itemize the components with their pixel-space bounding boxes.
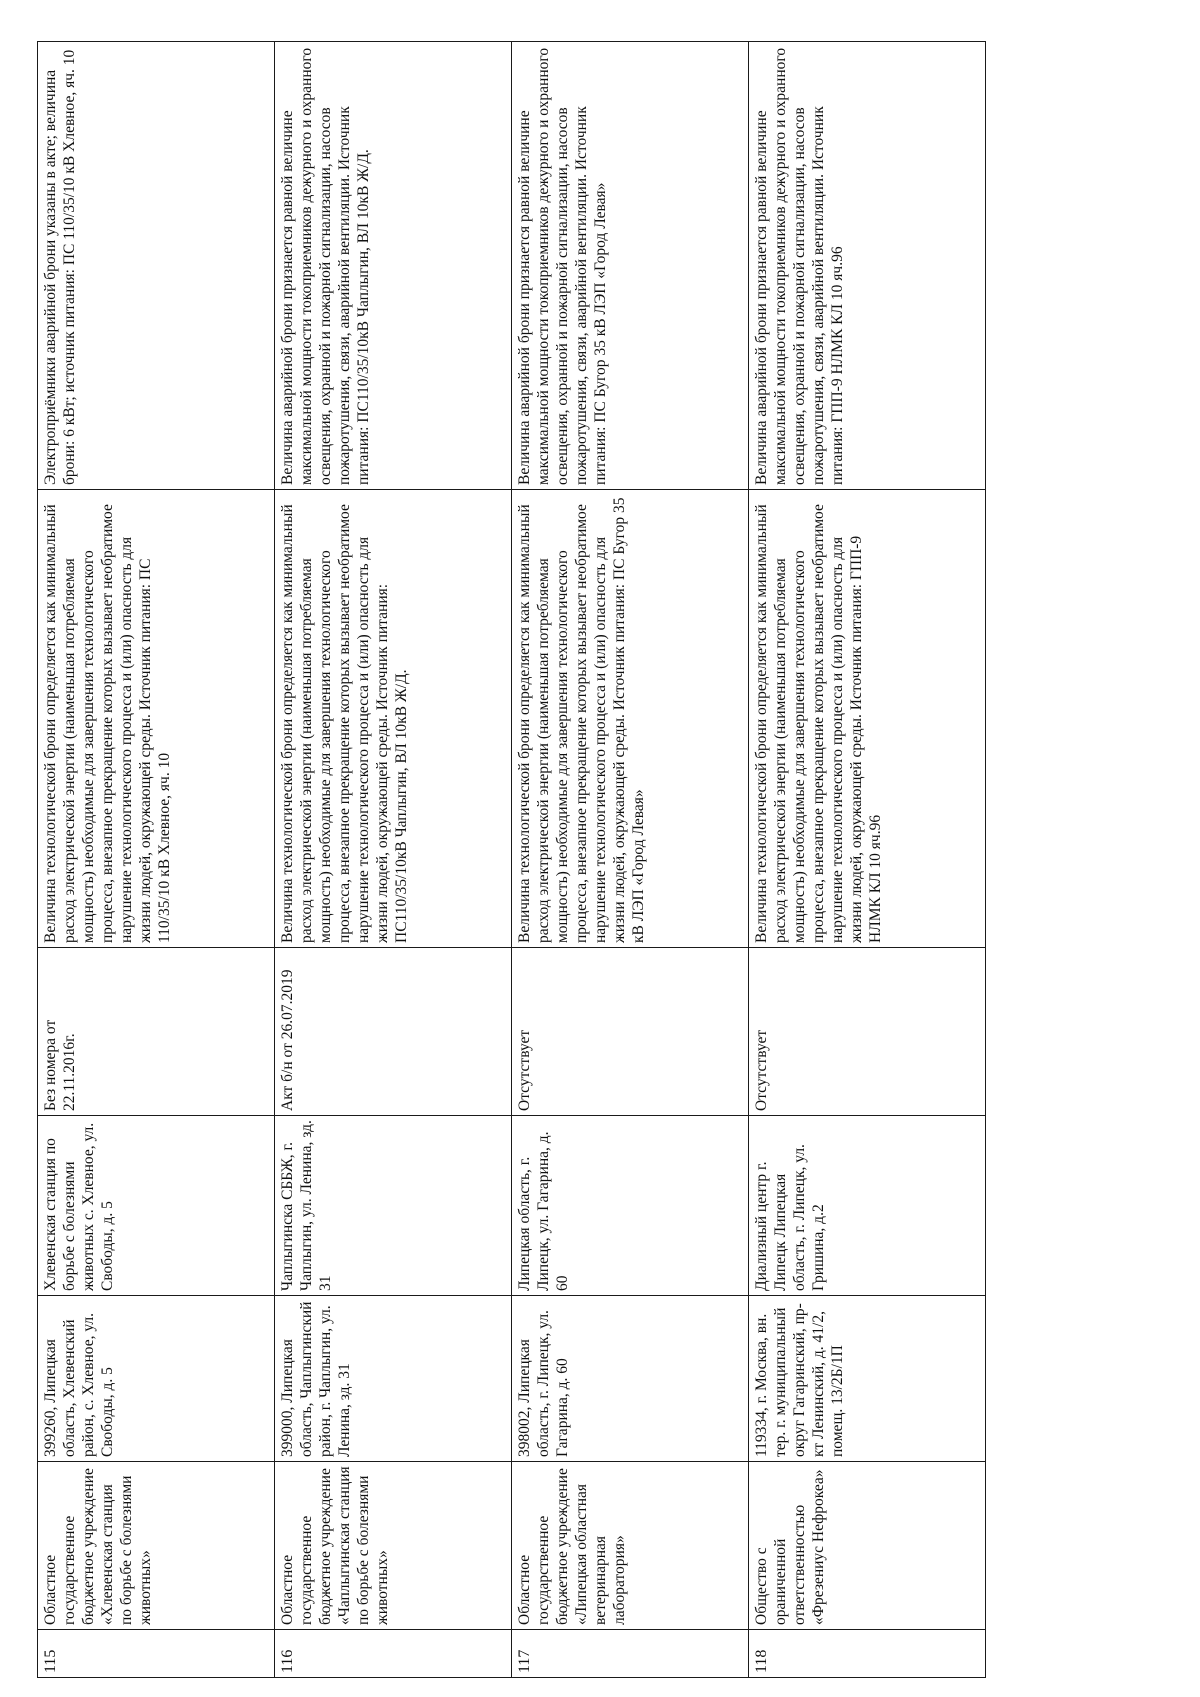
act-reference: Без номера от 22.11.2016г.	[38, 948, 275, 1116]
legal-address: 399000, Липецкая область, Чаплыгинский район, г. Чаплыгин, ул. Ленина, зд. 31	[275, 1296, 512, 1462]
organization-name: Областное государственное бюджетное учреждение «Липецкая областная ветеринарная лаборатория»	[512, 1462, 749, 1630]
object-location: Чаплыгинска СББЖ, г. Чаплыгин, ул. Ленина, зд. 31	[275, 1116, 512, 1296]
object-location: Липецкая область, г. Липецк, ул. Гагарина, д. 60	[512, 1116, 749, 1296]
emergency-reserve: Величина аварийной брони признается равной величине максимальной мощности токоприемников дежурного и охранного освещения, охранной и пожарной сигнализации, насосов пожаротушения, связи, аварийной вентиляции. Источник питания: ГПП-9 НЛМК КЛ 10 яч.96	[749, 42, 986, 490]
emergency-reserve: Величина аварийной брони признается равной величине максимальной мощности токоприемников дежурного и охранного освещения, охранной и пожарной сигнализации, насосов пожаротушения, связи, аварийной вентиляции. Источник питания: ПС110/35/10кВ Чаплыгин, ВЛ 10кВ Ж/Д.	[275, 42, 512, 490]
object-location: Диализный центр г. Липецк Липецкая область, г. Липецк, ул. Гришина, д.2	[749, 1116, 986, 1296]
row-number: 115	[38, 1630, 275, 1678]
object-location: Хлевенская станция по борьбе с болезнями животных с. Хлевное, ул. Свободы, д. 5	[38, 1116, 275, 1296]
row-number: 117	[512, 1630, 749, 1678]
emergency-reserve: Величина аварийной брони признается равной величине максимальной мощности токоприемников дежурного и охранного освещения, охранной и пожарной сигнализации, насосов пожаротушения, связи, аварийной вентиляции. Источник питания: ПС Бугор 35 кВ ЛЭП «Город Левая»	[512, 42, 749, 490]
act-reference: Акт б/н от 26.07.2019	[275, 948, 512, 1116]
act-reference: Отсутствует	[749, 948, 986, 1116]
technological-reserve: Величина технологической брони определяется как минимальный расход электрической энергии (наименьшая потребляемая мощность) необходимые для завершения технологического процесса, внезапное прекращение которых вызывает необратимое нарушение технологического процесса и (или) опасность для жизни людей, окружающей среды. Источник питания: ПС 110/35/10 кВ Хлевное, яч. 10	[38, 490, 275, 948]
legal-address: 399260, Липецкая область, Хлевенский район, с. Хлевное, ул. Свободы, д. 5	[38, 1296, 275, 1462]
technological-reserve: Величина технологической брони определяется как минимальный расход электрической энергии (наименьшая потребляемая мощность) необходимые для завершения технологического процесса, внезапное прекращение которых вызывает необратимое нарушение технологического процесса и (или) опасность для жизни людей, окружающей среды. Источник питания: ПС110/35/10кВ Чаплыгин, ВЛ 10кВ Ж/Д.	[275, 490, 512, 948]
table-row	[275, 42, 512, 1678]
technological-reserve: Величина технологической брони определяется как минимальный расход электрической энергии (наименьшая потребляемая мощность) необходимые для завершения технологического процесса, внезапное прекращение которых вызывает необратимое нарушение технологического процесса и (или) опасность для жизни людей, окружающей среды. Источник питания: ГПП-9 НЛМК КЛ 10 яч.96	[749, 490, 986, 948]
emergency-reserve-table	[37, 41, 986, 1678]
act-reference: Отсутствует	[512, 948, 749, 1116]
table-row	[512, 42, 749, 1678]
organization-name: Областное государственное бюджетное учреждение «Хлевенская станция по борьбе с болезнями животных»	[38, 1462, 275, 1630]
table-row	[38, 42, 275, 1678]
row-number: 116	[275, 1630, 512, 1678]
rotated-table-container	[37, 42, 985, 1678]
row-number: 118	[749, 1630, 986, 1678]
organization-name: Общество с ораниченной ответственностью «Фрезениус Нефрокеа»	[749, 1462, 986, 1630]
legal-address: 119334, г. Москва, вн. тер. г. муниципальный округ Гагаринский, пр-кт Ленинский, д. 41/2, помещ. 13/2Б/1П	[749, 1296, 986, 1462]
table-row	[749, 42, 986, 1678]
technological-reserve: Величина технологической брони определяется как минимальный расход электрической энергии (наименьшая потребляемая мощность) необходимые для завершения технологического процесса, внезапное прекращение которых вызывает необратимое нарушение технологического процесса и (или) опасность для жизни людей, окружающей среды. Источник питания: ПС Бугор 35 кВ ЛЭП «Город Левая»	[512, 490, 749, 948]
emergency-reserve: Электроприёмники аварийной брони указаны в акте; величина брони: 6 кВт; источник питания: ПС 110/35/10 кВ Хлевное, яч. 10	[38, 42, 275, 490]
legal-address: 398002, Липецкая область, г. Липецк, ул. Гагарина, д. 60	[512, 1296, 749, 1462]
organization-name: Областное государственное бюджетное учреждение «Чаплыгинская станция по борьбе с болезнями животных»	[275, 1462, 512, 1630]
